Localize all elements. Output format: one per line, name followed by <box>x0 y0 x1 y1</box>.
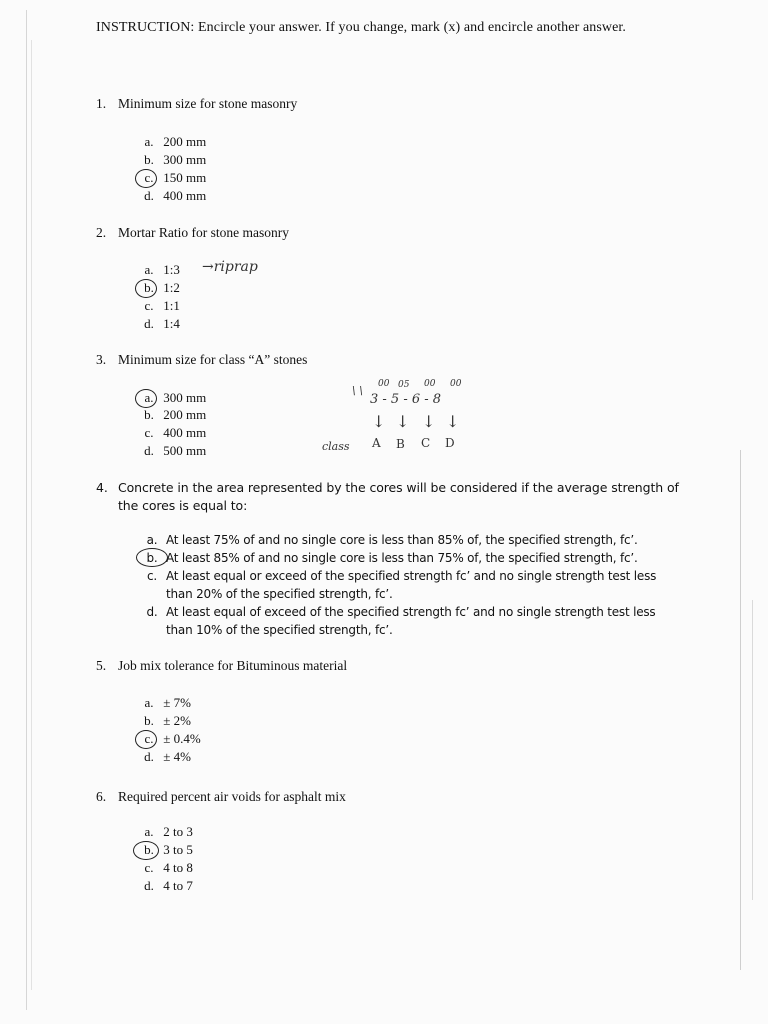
instruction-text: INSTRUCTION: Encircle your answer. If you change, mark (x) and encircle another answer. <box>96 20 627 35</box>
option-text: 300 mm <box>163 390 207 405</box>
option-5a[interactable] <box>138 695 191 711</box>
option-text: 2 to 3 <box>163 824 193 839</box>
option-text: ± 2% <box>163 713 191 728</box>
option-5c[interactable] <box>138 731 201 747</box>
question-number: 5. <box>96 658 107 673</box>
handwritten-class-label: class <box>322 440 350 453</box>
option-4c[interactable] <box>146 567 686 603</box>
option-3b[interactable] <box>138 407 206 423</box>
option-text: ± 0.4% <box>163 731 201 746</box>
option-letter: a. <box>144 262 154 277</box>
question-number: 1. <box>96 96 107 111</box>
option-letter: d. <box>144 316 154 331</box>
handwritten-arrow-3: ↓ <box>422 412 436 431</box>
option-text: 3 to 5 <box>163 842 193 857</box>
option-2d[interactable] <box>138 316 180 332</box>
option-text: 1:3 <box>163 262 180 277</box>
option-1d[interactable] <box>138 188 206 204</box>
option-text: 1:2 <box>163 280 180 295</box>
option-text: 400 mm <box>163 188 207 203</box>
option-text: ± 7% <box>163 695 191 710</box>
option-text: 400 mm <box>163 425 207 440</box>
scan-edge-left <box>26 10 27 1010</box>
option-letter: c. <box>138 170 160 186</box>
option-text: 4 to 8 <box>163 860 193 875</box>
option-4a[interactable] <box>146 531 686 549</box>
handwritten-superscript-1: 00 <box>378 379 390 389</box>
option-4d[interactable] <box>146 603 686 639</box>
option-letter: a. <box>144 134 154 149</box>
question-number: 3. <box>96 352 107 367</box>
scan-edge-left-2 <box>31 40 32 990</box>
option-text: ± 4% <box>163 749 191 764</box>
answer-circle-mark <box>135 389 157 408</box>
option-6a[interactable] <box>138 824 193 840</box>
question-1 <box>96 96 297 112</box>
option-2c[interactable] <box>138 298 180 314</box>
option-letter: b. <box>144 407 154 422</box>
option-text: 1:4 <box>163 316 180 331</box>
option-letter: a. <box>138 390 160 406</box>
option-text-line-2: than 10% of the specified strength, fc’. <box>166 623 393 637</box>
option-1b[interactable] <box>138 152 206 168</box>
option-text: At least 75% of and no single core is less than 85% of, the specified strength, fc’. <box>166 533 638 547</box>
option-5b[interactable] <box>138 713 191 729</box>
option-letter: a. <box>144 824 154 839</box>
option-6b[interactable] <box>138 842 193 858</box>
option-2b[interactable] <box>138 280 180 296</box>
option-letter: c. <box>144 298 154 313</box>
answer-circle-mark <box>133 841 159 860</box>
option-text: 300 mm <box>163 152 207 167</box>
option-1c[interactable] <box>138 170 206 186</box>
option-letter: d. <box>144 188 154 203</box>
option-text: 200 mm <box>163 134 207 149</box>
option-letter: c. <box>146 569 157 583</box>
option-text-line-2: than 20% of the specified strength, fc’. <box>166 587 393 601</box>
question-number: 2. <box>96 225 107 240</box>
option-letter: d. <box>146 605 158 619</box>
question-text-line-2: the cores is equal to: <box>118 498 248 513</box>
option-text: 1:1 <box>163 298 180 313</box>
option-3a[interactable] <box>138 390 206 406</box>
option-letter: b. <box>138 280 160 296</box>
option-letter: b. <box>144 549 160 567</box>
answer-circle-mark <box>135 730 157 749</box>
question-text: Minimum size for class “A” stones <box>118 352 308 367</box>
handwritten-superscript-4: 00 <box>450 379 462 389</box>
option-3d[interactable] <box>138 443 206 459</box>
option-letter: b. <box>138 842 160 858</box>
question-number: 4. <box>96 480 108 495</box>
scan-edge-right-2 <box>752 600 753 900</box>
handwritten-class-b: B <box>396 437 405 451</box>
option-letter: c. <box>144 425 154 440</box>
question-5 <box>96 658 347 674</box>
handwritten-class-d: D <box>445 436 455 450</box>
handwritten-arrow-4: ↓ <box>446 412 460 431</box>
question-text: Minimum size for stone masonry <box>118 96 298 111</box>
handwritten-note-riprap: →riprap <box>202 259 258 275</box>
question-4 <box>96 479 696 515</box>
option-letter: b. <box>144 152 154 167</box>
option-6c[interactable] <box>138 860 193 876</box>
handwritten-sizes: 3 - 5 - 6 - 8 <box>370 392 442 407</box>
option-text: 4 to 7 <box>163 878 193 893</box>
question-3 <box>96 352 307 368</box>
handwritten-class-c: C <box>421 436 431 450</box>
option-letter: a. <box>146 533 158 547</box>
question-text: Required percent air voids for asphalt mix <box>118 789 346 804</box>
option-text-line-1: At least equal of exceed of the specified strength fc’ and no single strength test less <box>166 605 656 619</box>
option-5d[interactable] <box>138 749 191 765</box>
handwritten-superscript-3: 00 <box>424 379 436 389</box>
option-3c[interactable] <box>138 425 206 441</box>
option-text: 150 mm <box>163 170 207 185</box>
option-text-line-1: At least equal or exceed of the specified strength fc’ and no single strength test less <box>166 569 657 583</box>
option-letter: c. <box>144 860 154 875</box>
answer-circle-mark <box>136 548 168 567</box>
option-6d[interactable] <box>138 878 193 894</box>
question-number: 6. <box>96 789 107 804</box>
option-1a[interactable] <box>138 134 206 150</box>
question-6 <box>96 789 346 805</box>
handwritten-arrow-1: ↓ <box>372 412 386 431</box>
handwritten-class-a: A <box>372 436 381 450</box>
option-text: At least 85% of and no single core is less than 75% of, the specified strength, fc’. <box>166 551 638 565</box>
option-letter: c. <box>138 731 160 747</box>
question-text: Mortar Ratio for stone masonry <box>118 225 289 240</box>
scan-edge-right <box>740 450 741 970</box>
question-2 <box>96 225 289 241</box>
option-letter: d. <box>144 878 154 893</box>
answer-circle-mark <box>135 169 157 188</box>
handwritten-prefix: \ \ <box>352 384 363 397</box>
handwritten-arrow-2: ↓ <box>396 412 410 431</box>
option-4b[interactable] <box>146 549 686 567</box>
question-text-line-1: Concrete in the area represented by the cores will be considered if the average strength of <box>118 480 679 495</box>
option-letter: d. <box>144 749 154 764</box>
handwritten-superscript-2: 05 <box>398 380 410 390</box>
option-2a[interactable] <box>138 262 180 278</box>
question-text: Job mix tolerance for Bituminous material <box>118 658 348 673</box>
option-letter: d. <box>144 443 154 458</box>
option-letter: a. <box>144 695 154 710</box>
option-text: 200 mm <box>163 407 207 422</box>
answer-circle-mark <box>135 279 157 298</box>
option-text: 500 mm <box>163 443 207 458</box>
option-letter: b. <box>144 713 154 728</box>
